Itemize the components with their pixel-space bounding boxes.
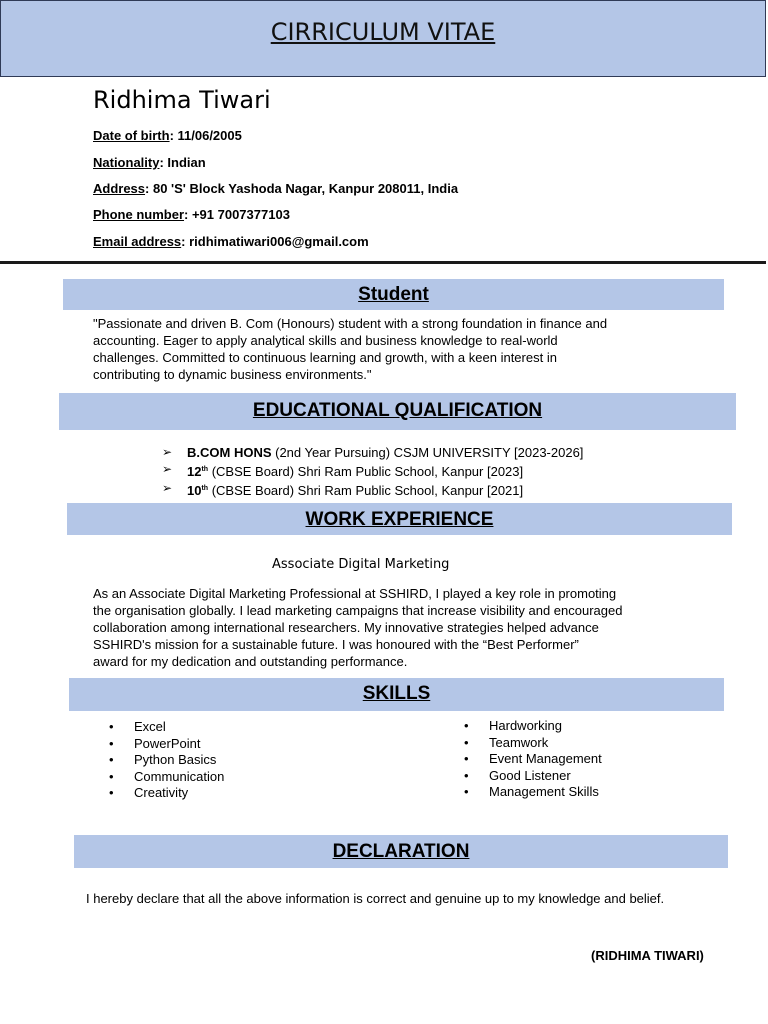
work-line: SSHIRD's mission for a sustainable future. I was honoured with the “Best Performer” bbox=[93, 637, 579, 652]
skills-left-list bbox=[109, 719, 224, 802]
summary-line: "Passionate and driven B. Com (Honours) student with a strong foundation in finance and bbox=[93, 316, 608, 331]
skill-label: Management Skills bbox=[489, 784, 599, 800]
declaration-heading: DECLARATION bbox=[332, 841, 470, 862]
bullet-icon: • bbox=[464, 751, 469, 767]
skill-item bbox=[464, 768, 602, 785]
work-line: the organisation globally. I lead marketing campaigns that increase visibility and encouraged bbox=[93, 603, 623, 618]
detail-phone bbox=[93, 207, 290, 222]
work-role: Associate Digital Marketing bbox=[272, 557, 450, 572]
work-heading: WORK EXPERIENCE bbox=[305, 509, 494, 530]
skill-label: Teamwork bbox=[489, 734, 549, 750]
arrow-bullet-icon: ➢ bbox=[162, 481, 173, 495]
bullet-icon: • bbox=[464, 784, 469, 800]
bullet-icon: • bbox=[109, 752, 114, 768]
education-detail: (2nd Year Pursuing) CSJM UNIVERSITY [2023-2026] bbox=[271, 445, 584, 460]
education-degree: 12 bbox=[187, 464, 202, 479]
section-divider bbox=[0, 261, 766, 264]
skills-band bbox=[69, 678, 724, 711]
summary-line: contributing to dynamic business environments." bbox=[93, 367, 372, 382]
skills-right-list bbox=[464, 718, 602, 801]
skill-label: Hardworking bbox=[489, 718, 562, 733]
arrow-bullet-icon: ➢ bbox=[162, 445, 173, 459]
ordinal-suffix: th bbox=[201, 485, 209, 492]
skill-label: Good Listener bbox=[489, 767, 571, 783]
skill-item bbox=[109, 769, 224, 786]
education-item bbox=[162, 444, 583, 461]
education-degree: 10 bbox=[187, 483, 202, 498]
work-line: award for my dedication and outstanding performance. bbox=[93, 654, 408, 669]
education-band bbox=[59, 393, 736, 430]
declaration-text: I hereby declare that all the above information is correct and genuine up to my knowledge and belief. bbox=[86, 891, 665, 906]
detail-value: : ridhimatiwari006@gmail.com bbox=[181, 234, 369, 249]
declaration-band bbox=[74, 835, 728, 868]
skill-item bbox=[109, 736, 224, 753]
detail-date-of-birth bbox=[93, 128, 242, 143]
skill-item bbox=[464, 735, 602, 752]
detail-value: : +91 7007377103 bbox=[184, 207, 290, 222]
skill-label: Creativity bbox=[134, 785, 189, 801]
detail-value: : 11/06/2005 bbox=[169, 128, 242, 143]
education-item bbox=[162, 461, 583, 480]
student-heading: Student bbox=[358, 284, 429, 305]
skill-item bbox=[464, 751, 602, 768]
student-band bbox=[63, 279, 724, 310]
ordinal-suffix: th bbox=[201, 466, 209, 473]
bullet-icon: • bbox=[109, 719, 114, 734]
signature: (RIDHIMA TIWARI) bbox=[591, 948, 704, 963]
candidate-name: Ridhima Tiwari bbox=[93, 86, 271, 114]
skill-label: Event Management bbox=[489, 751, 602, 767]
skill-label: PowerPoint bbox=[134, 735, 201, 751]
summary-line: challenges. Committed to continuous learning and growth, with a keen interest in bbox=[93, 350, 557, 365]
student-summary bbox=[93, 315, 743, 383]
skill-item bbox=[109, 785, 224, 802]
education-detail: (CBSE Board) Shri Ram Public School, Kanpur [2021] bbox=[208, 483, 524, 498]
detail-label: Email address bbox=[93, 234, 182, 249]
skill-item bbox=[109, 719, 224, 736]
detail-nationality bbox=[93, 155, 206, 170]
education-list bbox=[162, 444, 583, 499]
detail-address bbox=[93, 181, 458, 196]
bullet-icon: • bbox=[464, 734, 469, 750]
skill-item bbox=[464, 718, 602, 735]
work-description bbox=[93, 585, 753, 670]
summary-line: accounting. Eager to apply analytical skills and business knowledge to real-world bbox=[93, 333, 558, 348]
skill-label: Python Basics bbox=[134, 752, 217, 768]
work-line: As an Associate Digital Marketing Professional at SSHIRD, I played a key role in promoting bbox=[93, 586, 617, 601]
bullet-icon: • bbox=[109, 735, 114, 751]
arrow-bullet-icon: ➢ bbox=[162, 462, 173, 476]
bullet-icon: • bbox=[464, 718, 469, 733]
title-bar bbox=[0, 0, 766, 77]
work-line: collaboration among international researchers. My innovative strategies helped advance bbox=[93, 620, 599, 635]
education-detail: (CBSE Board) Shri Ram Public School, Kanpur [2023] bbox=[208, 464, 524, 479]
bullet-icon: • bbox=[109, 768, 114, 784]
detail-label: Date of birth bbox=[93, 128, 170, 143]
education-degree: B.COM HONS bbox=[187, 445, 272, 460]
detail-email bbox=[93, 234, 369, 249]
detail-label: Phone number bbox=[93, 207, 185, 222]
education-heading: EDUCATIONAL QUALIFICATION bbox=[252, 400, 543, 421]
skill-item bbox=[109, 752, 224, 769]
work-band bbox=[67, 503, 732, 535]
skills-heading: SKILLS bbox=[362, 683, 431, 704]
skill-label: Communication bbox=[134, 768, 225, 784]
skill-label: Excel bbox=[134, 719, 166, 734]
detail-label: Nationality bbox=[93, 155, 160, 170]
skill-item bbox=[464, 784, 602, 801]
bullet-icon: • bbox=[109, 785, 114, 801]
detail-value: : 80 'S' Block Yashoda Nagar, Kanpur 208011, India bbox=[145, 181, 459, 196]
detail-value: : Indian bbox=[159, 155, 206, 170]
education-item bbox=[162, 480, 583, 499]
detail-label: Address bbox=[93, 181, 146, 196]
bullet-icon: • bbox=[464, 767, 469, 783]
document-title: CIRRICULUM VITAE bbox=[270, 18, 496, 46]
